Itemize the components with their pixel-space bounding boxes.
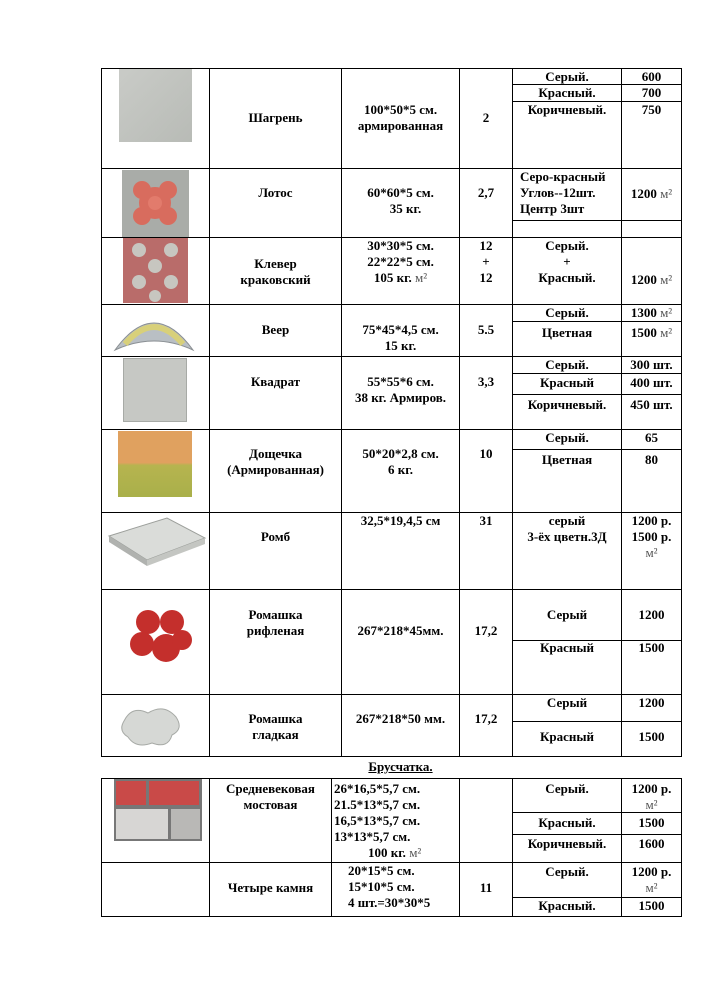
product-size: 267*218*50 мм. [355,711,446,726]
color-label: Серый. [545,305,589,320]
veer-tile-image [113,306,195,352]
product-name: Дощечка (Армированная) [227,446,324,477]
product-size: 60*60*5 см. 35 кг. [367,185,434,216]
product-qty: 2,7 [477,185,495,200]
product-qty: 17,2 [474,711,498,726]
price-value: 750 [641,102,662,117]
price-value: 1200 [638,607,665,622]
price-value: 1200 р. 1500 р. м² [631,513,672,560]
price-value: 1500 [638,729,665,744]
color-labels: Серый. + Красный. [538,238,596,285]
product-name: Ромашка рифленая [246,607,305,638]
product-qty: 31 [479,513,493,528]
price-value: 700 [641,85,662,100]
shagren-tile-image [119,69,192,142]
color-label: Серый. [545,69,589,84]
product-size: 55*55*6 см. 38 кг. Армиров. [354,374,447,405]
romb-tile-image [107,514,207,568]
color-label: Красный [539,729,595,744]
product-name: Ромашка гладкая [248,711,303,742]
price-value: 1500 [638,640,665,655]
product-name: Шагрень [248,110,303,125]
product-qty: 5.5 [477,322,495,337]
color-label: Красный. [538,85,596,100]
product-name: Квадрат [250,374,301,389]
mostovaya-tile-image [114,779,202,841]
color-label: Серый. [545,864,589,879]
product-qty: 17,2 [474,623,498,638]
color-label: Красный. [538,815,596,830]
color-label: Красный [539,375,595,390]
product-name: Ромб [260,529,291,544]
color-label: Серый. [545,430,589,445]
section-heading: Брусчатка. [368,759,433,774]
product-qty: 10 [479,446,493,461]
price-value: 1200 м² [630,272,673,287]
color-labels: Серо-красный Углов--12шт. Центр 3шт [520,169,606,216]
product-name: Четыре камня [227,880,314,895]
product-qty: 11 [479,880,493,895]
price-value: 80 [645,452,658,467]
color-label: Цветная [541,452,593,467]
product-size: 267*218*45мм. [357,623,444,638]
color-label: Коричневый. [527,397,607,412]
price-value: 1300 м² [630,305,673,320]
price-value: 1500 [638,815,665,830]
product-name: Веер [261,322,290,337]
product-qty: 3,3 [477,374,495,389]
price-value: 1200 м² [630,186,673,201]
product-size: 50*20*2,8 см. 6 кг. [362,446,439,477]
product-qty: 2 [482,110,490,125]
klever-tile-image [123,238,188,303]
product-size: 32,5*19,4,5 см [360,513,441,528]
product-qty: 12 + 12 [479,238,493,285]
product-name: Клевер краковский [240,256,311,287]
price-value: 600 [641,69,662,84]
product-size: 20*15*5 см. 15*10*5 см. 4 шт.=30*30*5 [348,863,431,910]
price-value: 1200 [638,695,665,710]
lotos-tile-image [122,170,189,237]
kvadrat-tile-image [123,358,187,422]
color-label: Цветная [541,325,593,340]
color-label: Серый. [545,781,589,796]
color-label: Коричневый. [527,102,607,117]
color-label: Красный [539,640,595,655]
romashka-riflenaya-image [128,606,194,666]
product-size: 100*50*5 см. армированная [357,102,444,133]
romashka-gladkaya-image [118,703,184,749]
price-value: 1200 р. м² [631,864,672,895]
product-size: 26*16,5*5,7 см. 21.5*13*5,7 см. 16,5*13*5,7 см. 13*13*5,7 см. 100 кг. м² [334,781,422,860]
price-value: 65 [645,430,658,445]
color-label: Красный. [538,898,596,913]
product-name: Средневековая мостовая [226,781,315,812]
price-value: 450 шт. [630,397,673,412]
price-value: 1500 [638,898,665,913]
price-value: 1200 р. м² [631,781,672,812]
color-label: Коричневый. [527,836,607,851]
product-name: Лотос [258,185,293,200]
color-labels: серый 3-ёх цветн.3Д [527,513,607,544]
price-value: 1600 [638,836,665,851]
product-size: 75*45*4,5 см. 15 кг. [362,322,439,353]
price-value: 400 шт. [630,375,673,390]
color-label: Серый [546,695,588,710]
color-label: Серый. [545,357,589,372]
price-value: 300 шт. [630,357,673,372]
product-size: 30*30*5 см. 22*22*5 см. 105 кг. м² [367,238,434,285]
color-label: Серый [546,607,588,622]
price-value: 1500 м² [630,325,673,340]
doshchechka-tile-image [118,431,192,497]
